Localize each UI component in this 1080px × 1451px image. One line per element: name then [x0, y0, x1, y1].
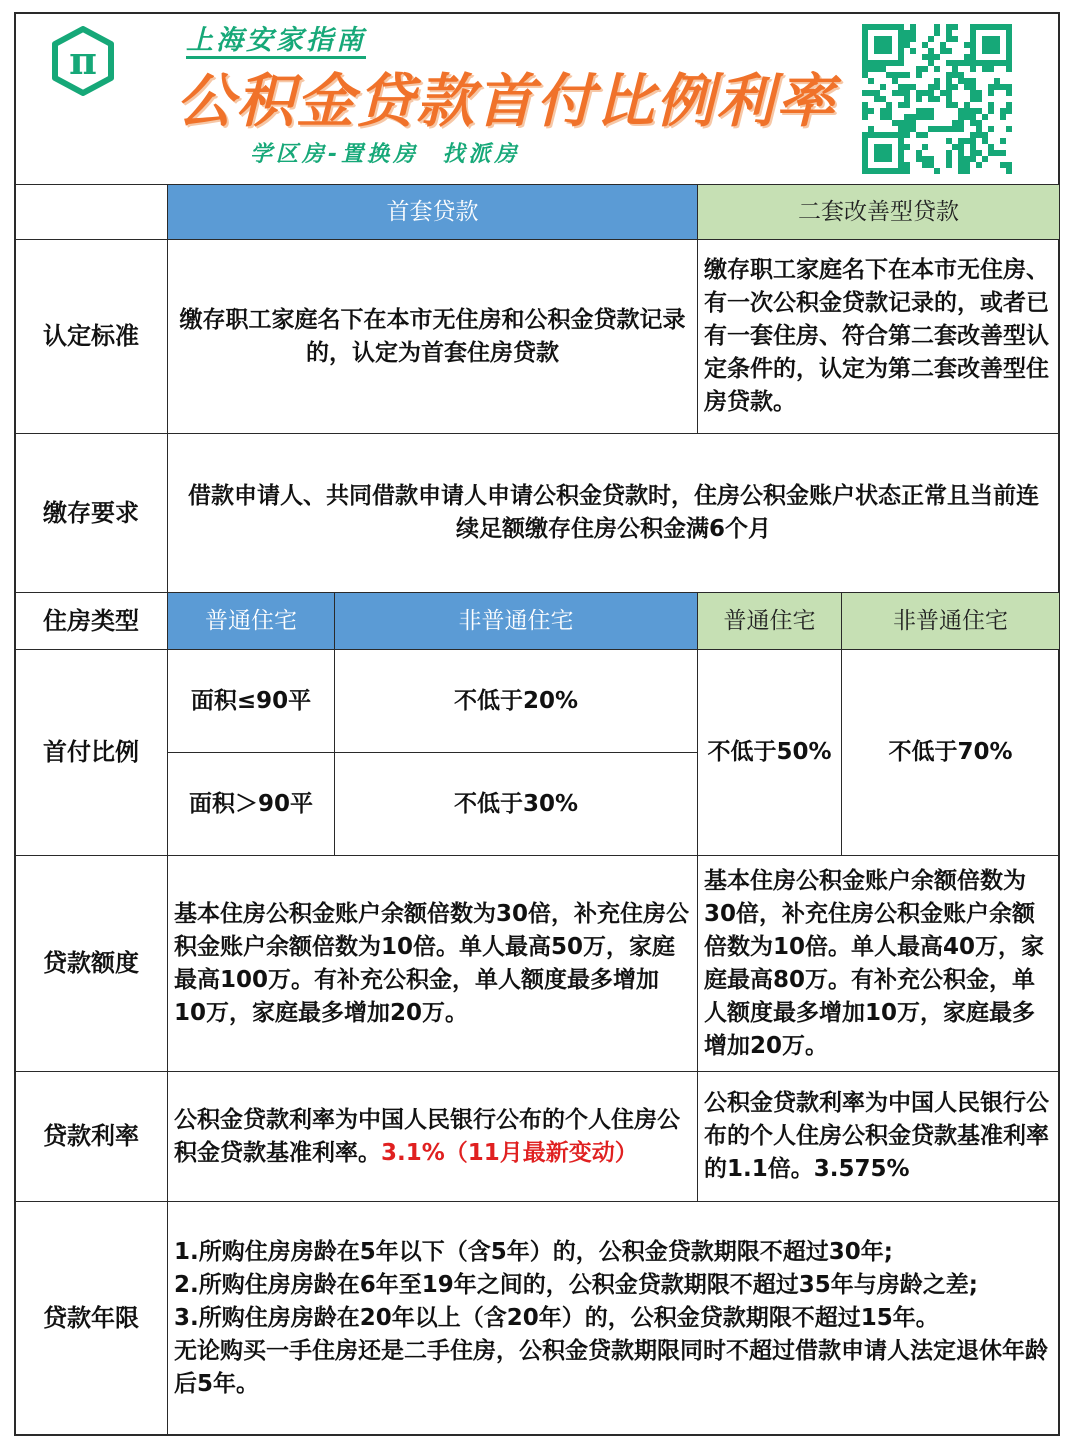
area-large-label: 面积＞90平 [167, 752, 335, 856]
housing-first-non-ordinary: 非普通住宅 [334, 592, 698, 650]
rate-first-text: 公积金贷款利率为中国人民银行公布的个人住房公积金贷款基准利率。 [174, 1106, 680, 1166]
deposit-text: 借款申请人、共同借款申请人申请公积金贷款时，住房公积金账户状态正常且当前连续足额缴存住房公积金满6个月 [167, 433, 1060, 593]
term-text [167, 1201, 1060, 1436]
logo-icon [48, 26, 118, 96]
housing-second-ordinary: 普通住宅 [697, 592, 842, 650]
housing-second-non-ordinary: 非普通住宅 [841, 592, 1060, 650]
brand-name: 上海安家指南 [186, 26, 366, 59]
row-label-criteria: 认定标准 [14, 239, 168, 434]
criteria-second: 缴存职工家庭名下在本市无住房、有一次公积金贷款记录的，或者已有一套住房、符合第二套改善型认定条件的，认定为第二套改善型住房贷款。 [697, 239, 1060, 434]
row-label-rate: 贷款利率 [14, 1071, 168, 1202]
column-header-second: 二套改善型贷款 [697, 184, 1060, 240]
term-line: 无论购买一手住房还是二手住房，公积金贷款期限同时不超过借款申请人法定退休年龄后5年。 [174, 1338, 1048, 1397]
term-line: 3.所购住房房龄在20年以上（含20年）的，公积金贷款期限不超过15年。 [174, 1305, 939, 1331]
tagline: 学区房-置换房 找派房 [250, 142, 521, 167]
term-line: 1.所购住房房龄在5年以下（含5年）的，公积金贷款期限不超过30年; [174, 1239, 893, 1265]
row-label-housing-type: 住房类型 [14, 592, 168, 650]
rate-second: 公积金贷款利率为中国人民银行公布的个人住房公积金贷款基准利率的1.1倍。3.575% [697, 1071, 1060, 1202]
row-label-amount: 贷款额度 [14, 855, 168, 1072]
logo-glyph: π [69, 38, 97, 83]
column-header-first: 首套贷款 [167, 184, 698, 240]
criteria-first: 缴存职工家庭名下在本市无住房和公积金贷款记录的，认定为首套住房贷款 [167, 239, 698, 434]
row-label-deposit: 缴存要求 [14, 433, 168, 593]
area-small-value: 不低于20% [334, 649, 698, 753]
term-line: 2.所购住房房龄在6年至19年之间的，公积金贷款期限不超过35年与房龄之差; [174, 1272, 978, 1298]
amount-second: 基本住房公积金账户余额倍数为30倍，补充住房公积金账户余额倍数为10倍。单人最高40万，家庭最高80万。有补充公积金，单人额度最多增加10万，家庭最多增加20万。 [697, 855, 1060, 1072]
qr-code-icon [862, 24, 1012, 174]
amount-first: 基本住房公积金账户余额倍数为30倍，补充住房公积金账户余额倍数为10倍。单人最高50万，家庭最高100万。有补充公积金，单人额度最多增加10万，家庭最多增加20万。 [167, 855, 698, 1072]
row-label-term: 贷款年限 [14, 1201, 168, 1436]
second-ordinary-down-payment: 不低于50% [697, 649, 842, 856]
rate-first [167, 1071, 698, 1202]
corner-cell [14, 184, 168, 240]
housing-first-ordinary: 普通住宅 [167, 592, 335, 650]
row-label-down-payment: 首付比例 [14, 649, 168, 856]
page-title: 公积金贷款首付比例利率 [176, 67, 837, 135]
rate-first-highlight: 3.1%（11月最新变动） [381, 1139, 638, 1166]
area-large-value: 不低于30% [334, 752, 698, 856]
second-non-ordinary-down-payment: 不低于70% [841, 649, 1060, 856]
area-small-label: 面积≤90平 [167, 649, 335, 753]
